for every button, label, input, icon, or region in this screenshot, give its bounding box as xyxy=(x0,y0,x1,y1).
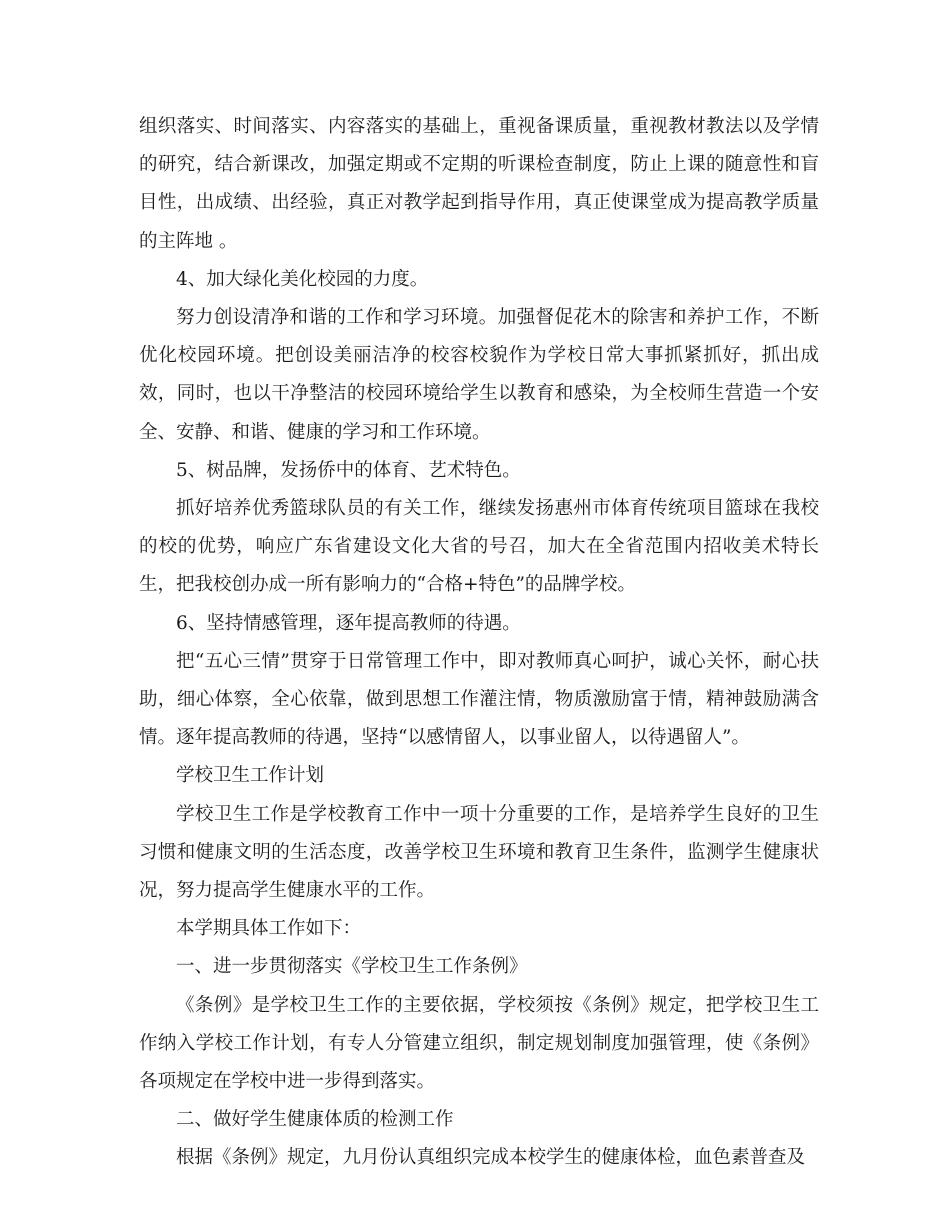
paragraph-health-intro: 学校卫生工作是学校教育工作中一项十分重要的工作，是培养学生良好的卫生习惯和健康文明的生活态度，改善学校卫生环境和教育卫生条件，监测学生健康状况，努力提高学生健康水平的工作。 xyxy=(139,803,819,902)
heading-health-check: 二、做好学生健康体质的检测工作 xyxy=(176,1109,454,1131)
paragraph-health-check: 根据《条例》规定，九月份认真组织完成本校学生的健康体检，血色素普查及 xyxy=(176,1147,806,1169)
paragraph-brand-features: 抓好培养优秀篮球队员的有关工作，继续发扬惠州市体育传统项目篮球在我校的校的优势，响应广东省建设文化大省的号召，加大在全省范围内招收美术特长生，把我校创办成一所有影响力的“合格+特色”的品牌学校。 xyxy=(139,498,819,596)
section-title-health-plan: 学校卫生工作计划 xyxy=(176,765,325,787)
heading-greening-campus: 4、加大绿化美化校园的力度。 xyxy=(176,268,429,290)
paragraph-work-list-intro: 本学期具体工作如下： xyxy=(176,918,362,940)
document-body xyxy=(139,108,819,1178)
paragraph-emotional-management: 把“五心三情”贯穿于日常管理工作中，即对教师真心呵护，诚心关怀，耐心扶助，细心体察，全心依靠，做到思想工作灌注情，物质激励富于情，精神鼓励满含情。逐年提高教师的待遇，坚持“以感情留人，以事业留人，以待遇留人”。 xyxy=(139,650,819,749)
heading-emotional-management: 6、坚持情感管理，逐年提高教师的待遇。 xyxy=(176,612,521,634)
heading-brand-features: 5、树品牌，发扬侨中的体育、艺术特色。 xyxy=(176,459,521,481)
paragraph-greening-campus: 努力创设清净和谐的工作和学习环境。加强督促花木的除害和养护工作，不断优化校园环境。把创设美丽洁净的校容校貌作为学校日常大事抓紧抓好，抓出成效，同时，也以干净整洁的校园环境给学生以教育和感染，为全校师生营造一个安全、安静、和谐、健康的学习和工作环境。 xyxy=(139,307,819,443)
paragraph-continuation: 组织落实、时间落实、内容落实的基础上，重视备课质量，重视教材教法以及学情的研究，结合新课改，加强定期或不定期的听课检查制度，防止上课的随意性和盲目性，出成绩、出经验，真正对教学起到指导作用，真正使课堂成为提高教学质量的主阵地 。 xyxy=(139,116,819,252)
heading-regulations: 一、进一步贯彻落实《学校卫生工作条例》 xyxy=(176,956,528,978)
paragraph-regulations: 《条例》是学校卫生工作的主要依据，学校须按《条例》规定，把学校卫生工作纳入学校工作计划，有专人分管建立组织，制定规划制度加强管理，使《条例》各项规定在学校中进一步得到落实。 xyxy=(139,994,819,1093)
